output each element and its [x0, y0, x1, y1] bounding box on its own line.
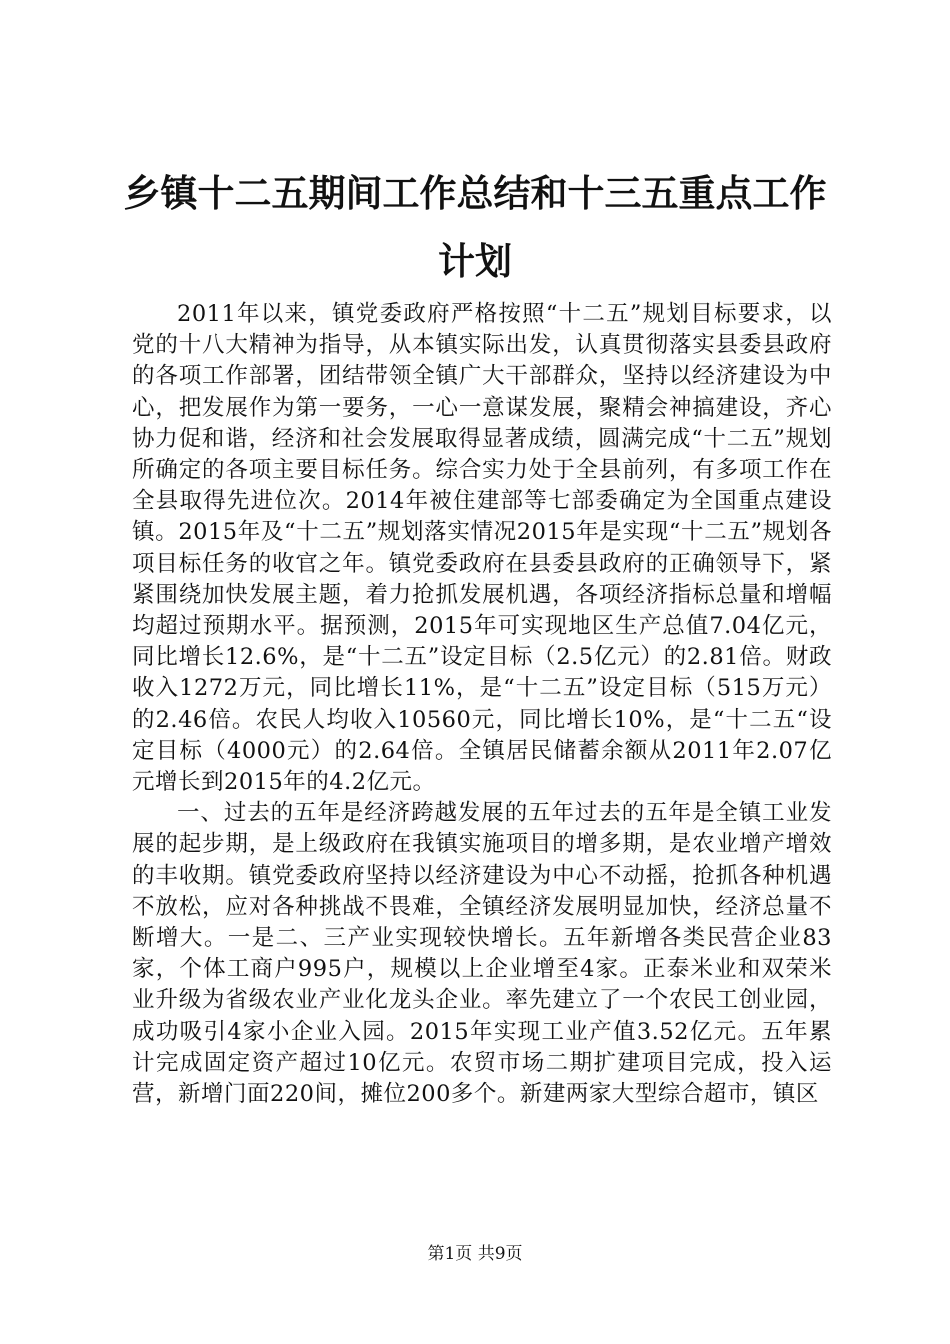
document-title: 乡镇十二五期间工作总结和十三五重点工作计划 — [123, 172, 827, 283]
paragraph-section-one: 一、过去的五年是经济跨越发展的五年过去的五年是全镇工业发展的起步期，是上级政府在我镇实施项目的增多期，是农业增产增效的丰收期。镇党委政府坚持以经济建设为中心不动摇，抢抓各种机遇不放松，应对各种挑战不畏难，全镇经济发展明显加快，经济总量不断增大。一是二、三产业实现较快增长。五年新增各类民营企业83家，个体工商户995户，规模以上企业增至4家。正泰米业和双荣米业升级为省级农业产业化龙头企业。率先建立了一个农民工创业园，成功吸引4家小企业入园。2015年实现工业产值3.52亿元。五年累计完成固定资产超过10亿元。农贸市场二期扩建项目完成，投入运营，新增门面220间，摊位200多个。新建两家大型综合超市，镇区 — [132, 800, 832, 1108]
paragraph-intro: 2011年以来，镇党委政府严格按照“十二五”规划目标要求，以党的十八大精神为指导，从本镇实际出发，认真贯彻落实县委县政府的各项工作部署，团结带领全镇广大干部群众，坚持以经济建设为中心，把发展作为第一要务，一心一意谋发展，聚精会神搞建设，齐心协力促和谐，经济和社会发展取得显著成绩，圆满完成“十二五”规划所确定的各项主要目标任务。综合实力处于全县前列，有多项工作在全县取得先进位次。2014年被住建部等七部委确定为全国重点建设镇。2015年及“十二五”规划落实情况2015年是实现“十二五”规划各项目标任务的收官之年。镇党委政府在县委县政府的正确领导下，紧紧围绕加快发展主题，着力抢抓发展机遇，各项经济指标总量和增幅均超过预期水平。据预测，2015年可实现地区生产总值7.04亿元，同比增长12.6%，是“十二五”设定目标（2.5亿元）的2.81倍。财政收入1272万元，同比增长11%，是“十二五”设定目标（515万元）的2.46倍。农民人均收入10560元，同比增长10%，是“十二五“设定目标（4000元）的2.64倍。全镇居民储蓄余额从2011年2.07亿元增长到2015年的4.2亿元。 — [132, 301, 832, 796]
document-body — [132, 299, 832, 1110]
page-footer: 第1页 共9页 — [427, 1244, 523, 1264]
